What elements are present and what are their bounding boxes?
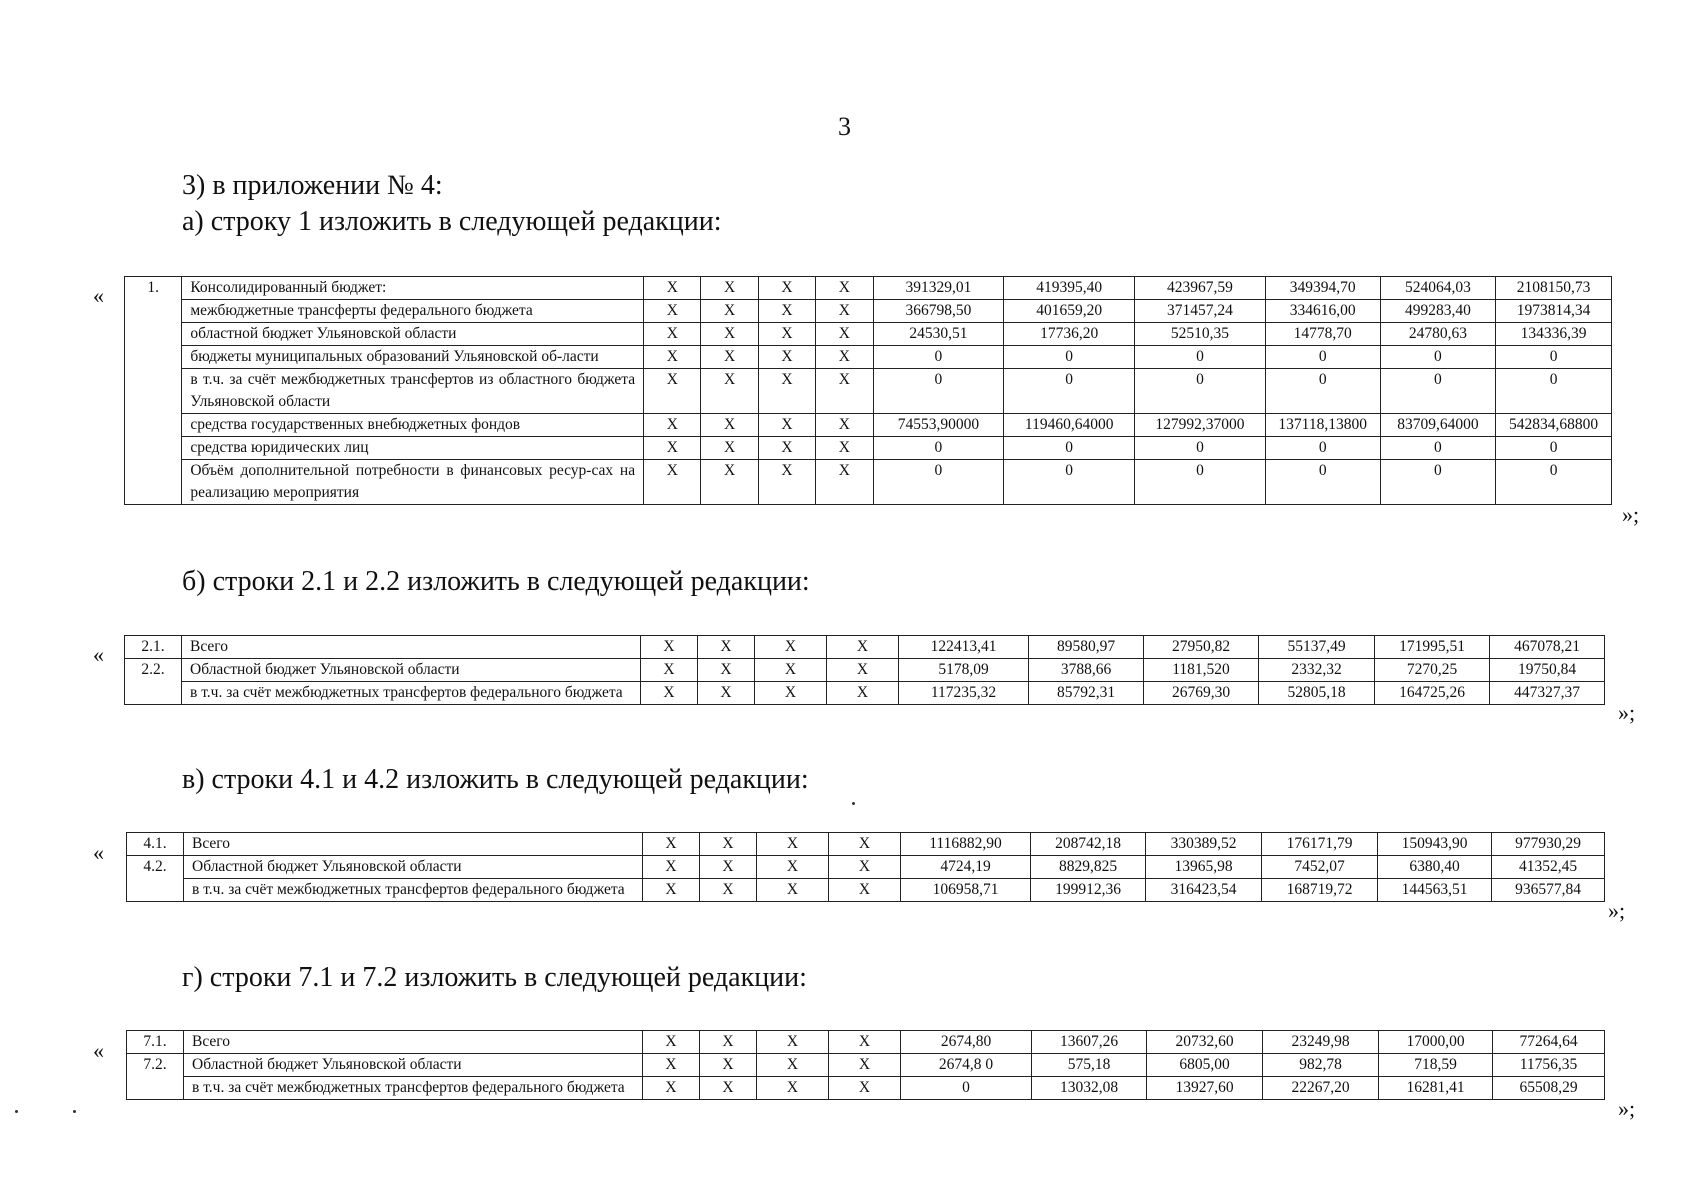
scan-speck [852,802,855,805]
row-number: 1. [125,277,182,505]
value-cell: 83709,64000 [1380,414,1496,437]
value-cell: 0 [1135,346,1266,369]
x-mark-cell: X [816,323,873,346]
value-cell: 0 [901,1077,1032,1100]
x-mark-cell: X [644,277,701,300]
value-cell: 1973814,34 [1496,300,1612,323]
value-cell: 0 [1265,460,1380,505]
x-mark-cell: X [641,659,698,682]
value-cell: 168719,72 [1262,879,1378,902]
value-cell: 117235,32 [899,682,1029,705]
x-mark-cell: X [758,369,815,414]
value-cell: 0 [1380,460,1496,505]
table-row [125,659,1605,682]
value-cell: 16281,41 [1379,1077,1493,1100]
value-cell: 6805,00 [1147,1054,1263,1077]
value-cell: 401659,20 [1004,300,1135,323]
x-mark-cell: X [643,879,700,902]
value-cell: 2674,80 [901,1031,1032,1054]
budget-table-rows-4 [126,832,1605,902]
table-row [125,414,1612,437]
value-cell: 17736,20 [1004,323,1135,346]
page-number: 3 [838,112,851,141]
value-cell: 447327,37 [1490,682,1605,705]
x-mark-cell: X [829,856,901,879]
x-mark-cell: X [758,414,815,437]
quote-open-1: « [93,283,104,308]
x-mark-cell: X [700,1054,757,1077]
value-cell: 13607,26 [1032,1031,1147,1054]
value-cell: 0 [1004,437,1135,460]
value-cell: 27950,82 [1144,636,1259,659]
value-cell: 0 [1265,437,1380,460]
x-mark-cell: X [644,346,701,369]
row-number: 4.2. [127,856,184,902]
value-cell: 55137,49 [1259,636,1375,659]
row-label: Областной бюджет Ульяновской области [184,1054,643,1077]
value-cell: 2108150,73 [1496,277,1612,300]
heading-v: в) строки 4.1 и 4.2 изложить в следующей редакции: [182,764,809,795]
x-mark-cell: X [758,323,815,346]
x-mark-cell: X [829,1077,901,1100]
budget-table-rows-2 [124,635,1605,705]
row-label: Всего [184,833,643,856]
table-row [125,437,1612,460]
x-mark-cell: X [644,414,701,437]
row-number: 4.1. [127,833,184,856]
value-cell: 0 [1004,369,1135,414]
x-mark-cell: X [816,437,873,460]
x-mark-cell: X [698,682,755,705]
row-label: средства юридических лиц [182,437,644,460]
row-number: 2.2. [125,659,182,705]
value-cell: 26769,30 [1144,682,1259,705]
x-mark-cell: X [643,1077,700,1100]
value-cell: 334616,00 [1265,300,1380,323]
x-mark-cell: X [757,879,829,902]
x-mark-cell: X [829,1031,901,1054]
x-mark-cell: X [701,323,758,346]
heading-a: а) строку 1 изложить в следующей редакции: [182,206,722,237]
value-cell: 3788,66 [1029,659,1144,682]
row-label: межбюджетные трансферты федерального бюджета [182,300,644,323]
x-mark-cell: X [755,659,827,682]
row-label: средства государственных внебюджетных фондов [182,414,644,437]
value-cell: 524064,03 [1380,277,1496,300]
value-cell: 85792,31 [1029,682,1144,705]
value-cell: 7270,25 [1375,659,1490,682]
value-cell: 1116882,90 [901,833,1031,856]
x-mark-cell: X [757,1077,829,1100]
x-mark-cell: X [700,879,757,902]
value-cell: 208742,18 [1031,833,1146,856]
heading-g: г) строки 7.1 и 7.2 изложить в следующей редакции: [182,962,807,993]
value-cell: 17000,00 [1379,1031,1493,1054]
value-cell: 0 [873,437,1004,460]
value-cell: 24780,63 [1380,323,1496,346]
value-cell: 134336,39 [1496,323,1612,346]
x-mark-cell: X [829,879,901,902]
x-mark-cell: X [641,682,698,705]
value-cell: 52510,35 [1135,323,1266,346]
value-cell: 171995,51 [1375,636,1490,659]
row-label: в т.ч. за счёт межбюджетных трансфертов из областного бюджета Ульяновской области [182,369,644,414]
value-cell: 106958,71 [901,879,1031,902]
value-cell: 127992,37000 [1135,414,1266,437]
x-mark-cell: X [758,437,815,460]
table-row [127,1031,1605,1054]
value-cell: 77264,64 [1493,1031,1605,1054]
value-cell: 542834,68800 [1496,414,1612,437]
value-cell: 0 [1004,346,1135,369]
heading-b: б) строки 2.1 и 2.2 изложить в следующей редакции: [182,566,810,597]
quote-close-2: »; [1618,700,1636,725]
row-label: Объём дополнительной потребности в финансовых ресур-сах на реализацию мероприятия [182,460,644,505]
table-row [125,277,1612,300]
x-mark-cell: X [643,856,700,879]
x-mark-cell: X [757,1031,829,1054]
budget-table-row-1 [124,276,1612,505]
table-row [127,879,1605,902]
heading-appendix: 3) в приложении № 4: [182,170,443,201]
x-mark-cell: X [700,856,757,879]
row-number: 7.2. [127,1054,184,1100]
x-mark-cell: X [755,682,827,705]
x-mark-cell: X [644,369,701,414]
quote-close-4: »; [1618,1096,1636,1121]
x-mark-cell: X [698,659,755,682]
x-mark-cell: X [816,460,873,505]
x-mark-cell: X [757,833,829,856]
x-mark-cell: X [700,1031,757,1054]
value-cell: 7452,07 [1262,856,1378,879]
table-row [127,856,1605,879]
value-cell: 52805,18 [1259,682,1375,705]
x-mark-cell: X [827,659,899,682]
value-cell: 499283,40 [1380,300,1496,323]
table-row [125,636,1605,659]
value-cell: 330389,52 [1146,833,1262,856]
value-cell: 20732,60 [1147,1031,1263,1054]
value-cell: 8829,825 [1031,856,1146,879]
value-cell: 0 [1380,369,1496,414]
value-cell: 137118,13800 [1265,414,1380,437]
value-cell: 13965,98 [1146,856,1262,879]
scan-speck [15,1110,18,1113]
value-cell: 5178,09 [899,659,1029,682]
row-number: 7.1. [127,1031,184,1054]
x-mark-cell: X [644,437,701,460]
value-cell: 144563,51 [1378,879,1492,902]
value-cell: 936577,84 [1492,879,1605,902]
value-cell: 13927,60 [1147,1077,1263,1100]
value-cell: 982,78 [1263,1054,1379,1077]
value-cell: 0 [1135,369,1266,414]
x-mark-cell: X [701,300,758,323]
value-cell: 19750,84 [1490,659,1605,682]
value-cell: 0 [1135,437,1266,460]
value-cell: 371457,24 [1135,300,1266,323]
value-cell: 65508,29 [1493,1077,1605,1100]
x-mark-cell: X [758,277,815,300]
value-cell: 0 [1496,460,1612,505]
row-label: в т.ч. за счёт межбюджетных трансфертов федерального бюджета [184,1077,643,1100]
x-mark-cell: X [644,300,701,323]
table-row [125,300,1612,323]
value-cell: 391329,01 [873,277,1004,300]
value-cell: 419395,40 [1004,277,1135,300]
x-mark-cell: X [816,346,873,369]
x-mark-cell: X [698,636,755,659]
value-cell: 164725,26 [1375,682,1490,705]
x-mark-cell: X [701,414,758,437]
value-cell: 119460,64000 [1004,414,1135,437]
value-cell: 0 [1496,346,1612,369]
value-cell: 4724,19 [901,856,1031,879]
row-label: Всего [184,1031,643,1054]
x-mark-cell: X [700,833,757,856]
value-cell: 2674,8 0 [901,1054,1032,1077]
row-label: Областной бюджет Ульяновской области [184,856,643,879]
table-row [125,682,1605,705]
value-cell: 316423,54 [1146,879,1262,902]
value-cell: 366798,50 [873,300,1004,323]
row-number: 2.1. [125,636,182,659]
x-mark-cell: X [758,460,815,505]
x-mark-cell: X [701,277,758,300]
x-mark-cell: X [757,1054,829,1077]
x-mark-cell: X [816,277,873,300]
value-cell: 423967,59 [1135,277,1266,300]
table-row [127,1054,1605,1077]
x-mark-cell: X [643,1054,700,1077]
value-cell: 2332,32 [1259,659,1375,682]
value-cell: 14778,70 [1265,323,1380,346]
table-row [127,1077,1605,1100]
x-mark-cell: X [643,1031,700,1054]
x-mark-cell: X [816,300,873,323]
x-mark-cell: X [641,636,698,659]
value-cell: 24530,51 [873,323,1004,346]
x-mark-cell: X [827,636,899,659]
value-cell: 11756,35 [1493,1054,1605,1077]
value-cell: 122413,41 [899,636,1029,659]
value-cell: 6380,40 [1378,856,1492,879]
value-cell: 176171,79 [1262,833,1378,856]
x-mark-cell: X [644,323,701,346]
quote-open-2: « [93,642,104,667]
value-cell: 74553,90000 [873,414,1004,437]
x-mark-cell: X [757,856,829,879]
value-cell: 0 [1496,369,1612,414]
quote-close-1: »; [1622,502,1640,527]
x-mark-cell: X [755,636,827,659]
quote-open-3: « [93,840,104,865]
table-row [125,323,1612,346]
budget-table-rows-7 [126,1030,1605,1100]
x-mark-cell: X [827,682,899,705]
value-cell: 22267,20 [1263,1077,1379,1100]
value-cell: 199912,36 [1031,879,1146,902]
value-cell: 0 [1004,460,1135,505]
value-cell: 0 [1265,346,1380,369]
value-cell: 23249,98 [1263,1031,1379,1054]
value-cell: 977930,29 [1492,833,1605,856]
value-cell: 150943,90 [1378,833,1492,856]
x-mark-cell: X [816,414,873,437]
x-mark-cell: X [644,460,701,505]
value-cell: 0 [1380,346,1496,369]
value-cell: 718,59 [1379,1054,1493,1077]
value-cell: 0 [873,346,1004,369]
scan-speck [73,1110,76,1113]
x-mark-cell: X [816,369,873,414]
table-row [125,369,1612,414]
value-cell: 41352,45 [1492,856,1605,879]
value-cell: 0 [873,460,1004,505]
x-mark-cell: X [829,1054,901,1077]
x-mark-cell: X [700,1077,757,1100]
value-cell: 1181,520 [1144,659,1259,682]
value-cell: 467078,21 [1490,636,1605,659]
row-label: Всего [182,636,641,659]
table-row [127,833,1605,856]
value-cell: 575,18 [1032,1054,1147,1077]
row-label: в т.ч. за счёт межбюджетных трансфертов федерального бюджета [182,682,641,705]
row-label: Консолидированный бюджет: [182,277,644,300]
row-label: в т.ч. за счёт межбюджетных трансфертов федерального бюджета [184,879,643,902]
value-cell: 0 [1380,437,1496,460]
value-cell: 0 [1265,369,1380,414]
x-mark-cell: X [701,346,758,369]
row-label: бюджеты муниципальных образований Ульяновской об-ласти [182,346,644,369]
x-mark-cell: X [701,369,758,414]
x-mark-cell: X [758,300,815,323]
value-cell: 13032,08 [1032,1077,1147,1100]
value-cell: 0 [1135,460,1266,505]
value-cell: 89580,97 [1029,636,1144,659]
x-mark-cell: X [701,437,758,460]
value-cell: 0 [873,369,1004,414]
row-label: областной бюджет Ульяновской области [182,323,644,346]
row-label: Областной бюджет Ульяновской области [182,659,641,682]
table-row [125,460,1612,505]
x-mark-cell: X [643,833,700,856]
x-mark-cell: X [701,460,758,505]
quote-close-3: »; [1608,898,1626,923]
x-mark-cell: X [758,346,815,369]
table-row [125,346,1612,369]
x-mark-cell: X [829,833,901,856]
value-cell: 349394,70 [1265,277,1380,300]
quote-open-4: « [93,1038,104,1063]
value-cell: 0 [1496,437,1612,460]
